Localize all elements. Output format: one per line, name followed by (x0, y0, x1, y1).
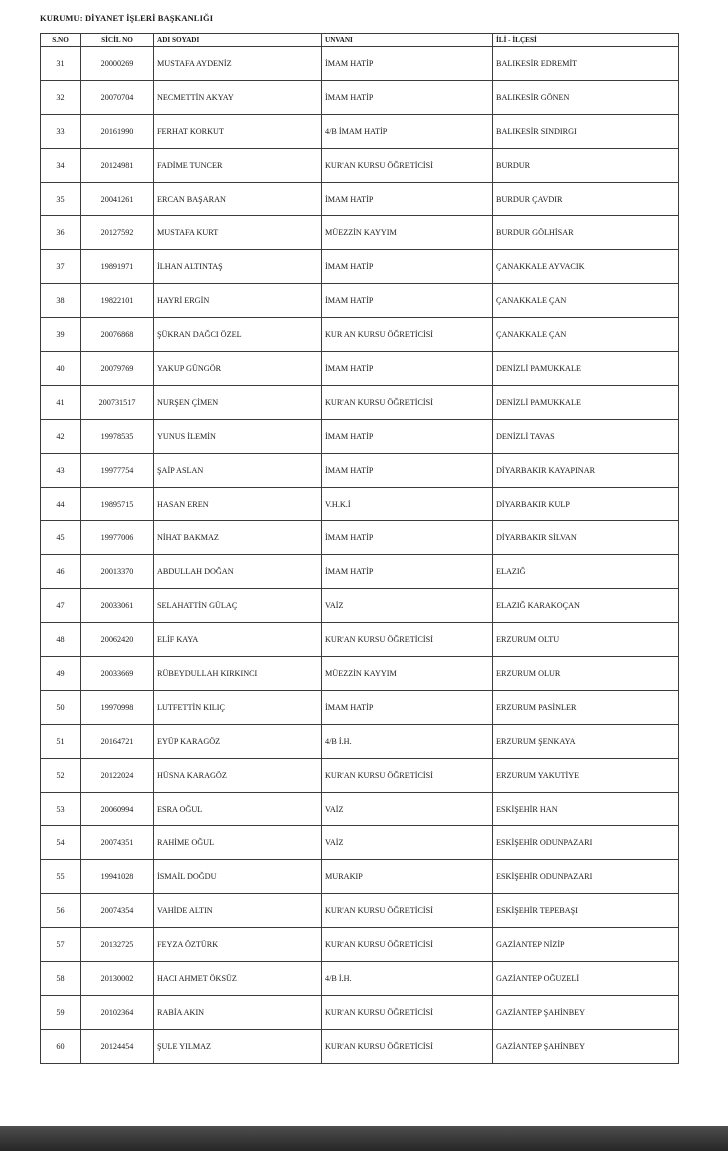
column-header-sicil-no: SİCİL NO (81, 34, 154, 47)
table-row (41, 962, 679, 996)
cell-title: İMAM HATİP (322, 521, 493, 555)
cell-title: İMAM HATİP (322, 555, 493, 589)
cell-sno: 54 (41, 826, 81, 860)
cell-sicil-no: 20124981 (81, 148, 154, 182)
cell-title: VAİZ (322, 589, 493, 623)
cell-sicil-no: 20000269 (81, 47, 154, 81)
cell-title: KUR'AN KURSU ÖĞRETİCİSİ (322, 995, 493, 1029)
table-header-row (41, 34, 679, 47)
table-row (41, 80, 679, 114)
cell-location: ERZURUM PASİNLER (493, 690, 679, 724)
table-row (41, 690, 679, 724)
cell-location: ESKİŞEHİR HAN (493, 792, 679, 826)
table-row (41, 792, 679, 826)
cell-location: BALIKESİR GÖNEN (493, 80, 679, 114)
cell-name: ABDULLAH DOĞAN (154, 555, 322, 589)
viewer-bottom-bar (0, 1126, 728, 1151)
table-row (41, 352, 679, 386)
table-row (41, 250, 679, 284)
table-row (41, 385, 679, 419)
cell-sno: 31 (41, 47, 81, 81)
cell-name: ŞÜKRAN DAĞCI ÖZEL (154, 318, 322, 352)
cell-sno: 36 (41, 216, 81, 250)
table-row (41, 487, 679, 521)
cell-sno: 51 (41, 724, 81, 758)
cell-title: İMAM HATİP (322, 419, 493, 453)
cell-name: FEYZA ÖZTÜRK (154, 928, 322, 962)
cell-title: V.H.K.İ (322, 487, 493, 521)
cell-sno: 34 (41, 148, 81, 182)
cell-name: YUNUS İLEMİN (154, 419, 322, 453)
document-header: KURUMU: DİYANET İŞLERİ BAŞKANLIĞI (40, 13, 214, 23)
cell-sicil-no: 20122024 (81, 758, 154, 792)
cell-name: FERHAT KORKUT (154, 114, 322, 148)
column-header-sno: S.NO (41, 34, 81, 47)
cell-title: VAİZ (322, 792, 493, 826)
cell-name: MUSTAFA KURT (154, 216, 322, 250)
cell-sicil-no: 20062420 (81, 623, 154, 657)
table-row (41, 657, 679, 691)
cell-title: KUR'AN KURSU ÖĞRETİCİSİ (322, 148, 493, 182)
cell-name: FADİME TUNCER (154, 148, 322, 182)
cell-name: RÜBEYDULLAH KIRKINCI (154, 657, 322, 691)
column-header-name: ADI SOYADI (154, 34, 322, 47)
cell-sno: 50 (41, 690, 81, 724)
cell-location: ELAZIĞ (493, 555, 679, 589)
table-row (41, 860, 679, 894)
cell-name: ESRA OĞUL (154, 792, 322, 826)
cell-title: İMAM HATİP (322, 352, 493, 386)
cell-title: KUR'AN KURSU ÖĞRETİCİSİ (322, 758, 493, 792)
cell-sicil-no: 19895715 (81, 487, 154, 521)
table-row (41, 47, 679, 81)
cell-location: DİYARBAKIR SİLVAN (493, 521, 679, 555)
cell-sicil-no: 19822101 (81, 284, 154, 318)
cell-sno: 39 (41, 318, 81, 352)
cell-name: İSMAİL DOĞDU (154, 860, 322, 894)
cell-sicil-no: 19891971 (81, 250, 154, 284)
cell-sicil-no: 20013370 (81, 555, 154, 589)
cell-location: ERZURUM YAKUTİYE (493, 758, 679, 792)
cell-title: İMAM HATİP (322, 47, 493, 81)
table-row (41, 928, 679, 962)
cell-sno: 48 (41, 623, 81, 657)
cell-sno: 60 (41, 1029, 81, 1063)
cell-sno: 42 (41, 419, 81, 453)
cell-title: MÜEZZİN KAYYIM (322, 657, 493, 691)
cell-sicil-no: 20079769 (81, 352, 154, 386)
cell-name: NURŞEN ÇİMEN (154, 385, 322, 419)
cell-sno: 32 (41, 80, 81, 114)
cell-title: 4/B İMAM HATİP (322, 114, 493, 148)
cell-location: GAZİANTEP OĞUZELİ (493, 962, 679, 996)
cell-sicil-no: 20164721 (81, 724, 154, 758)
cell-sno: 58 (41, 962, 81, 996)
cell-name: SELAHATTİN GÜLAÇ (154, 589, 322, 623)
cell-sno: 59 (41, 995, 81, 1029)
cell-title: İMAM HATİP (322, 453, 493, 487)
cell-location: BALIKESİR SINDIRGI (493, 114, 679, 148)
table-row (41, 148, 679, 182)
cell-name: HÜSNA KARAGÖZ (154, 758, 322, 792)
cell-name: HACI AHMET ÖKSÜZ (154, 962, 322, 996)
cell-location: BURDUR (493, 148, 679, 182)
cell-sicil-no: 20074354 (81, 894, 154, 928)
cell-location: GAZİANTEP ŞAHİNBEY (493, 995, 679, 1029)
table-row (41, 521, 679, 555)
cell-sno: 49 (41, 657, 81, 691)
cell-sno: 35 (41, 182, 81, 216)
cell-name: EYÜP KARAGÖZ (154, 724, 322, 758)
cell-title: 4/B İ.H. (322, 962, 493, 996)
cell-location: ERZURUM OLUR (493, 657, 679, 691)
cell-sno: 56 (41, 894, 81, 928)
cell-location: BURDUR GÖLHİSAR (493, 216, 679, 250)
cell-sicil-no: 19977006 (81, 521, 154, 555)
cell-sno: 53 (41, 792, 81, 826)
cell-sno: 41 (41, 385, 81, 419)
table-row (41, 419, 679, 453)
cell-title: MURAKIP (322, 860, 493, 894)
cell-sicil-no: 20076868 (81, 318, 154, 352)
cell-sicil-no: 20033061 (81, 589, 154, 623)
cell-sicil-no: 20127592 (81, 216, 154, 250)
cell-title: İMAM HATİP (322, 80, 493, 114)
cell-sicil-no: 20161990 (81, 114, 154, 148)
table-row (41, 995, 679, 1029)
cell-title: KUR'AN KURSU ÖĞRETİCİSİ (322, 385, 493, 419)
table-row (41, 555, 679, 589)
cell-name: YAKUP GÜNGÖR (154, 352, 322, 386)
cell-name: MUSTAFA AYDENİZ (154, 47, 322, 81)
cell-title: KUR'AN KURSU ÖĞRETİCİSİ (322, 623, 493, 657)
table-row (41, 589, 679, 623)
cell-location: GAZİANTEP NİZİP (493, 928, 679, 962)
table-row (41, 318, 679, 352)
cell-sicil-no: 19941028 (81, 860, 154, 894)
cell-sno: 47 (41, 589, 81, 623)
cell-sno: 43 (41, 453, 81, 487)
cell-title: 4/B İ.H. (322, 724, 493, 758)
cell-sno: 52 (41, 758, 81, 792)
cell-location: BURDUR ÇAVDIR (493, 182, 679, 216)
cell-location: DİYARBAKIR KULP (493, 487, 679, 521)
cell-title: KUR'AN KURSU ÖĞRETİCİSİ (322, 928, 493, 962)
cell-name: ŞAİP ASLAN (154, 453, 322, 487)
cell-title: İMAM HATİP (322, 284, 493, 318)
cell-location: ERZURUM OLTU (493, 623, 679, 657)
cell-sicil-no: 20102364 (81, 995, 154, 1029)
cell-name: ERCAN BAŞARAN (154, 182, 322, 216)
cell-title: İMAM HATİP (322, 250, 493, 284)
personnel-table (40, 33, 679, 1064)
cell-location: BALIKESİR EDREMİT (493, 47, 679, 81)
cell-sicil-no: 19970998 (81, 690, 154, 724)
cell-title: İMAM HATİP (322, 182, 493, 216)
cell-sicil-no: 20033669 (81, 657, 154, 691)
table-row (41, 216, 679, 250)
cell-sicil-no: 20060994 (81, 792, 154, 826)
cell-location: DİYARBAKIR KAYAPINAR (493, 453, 679, 487)
cell-location: ÇANAKKALE AYVACIK (493, 250, 679, 284)
table-row (41, 1029, 679, 1063)
cell-location: ESKİŞEHİR ODUNPAZARI (493, 860, 679, 894)
cell-sno: 38 (41, 284, 81, 318)
cell-sicil-no: 20124454 (81, 1029, 154, 1063)
cell-location: ELAZIĞ KARAKOÇAN (493, 589, 679, 623)
cell-sicil-no: 20041261 (81, 182, 154, 216)
cell-sno: 44 (41, 487, 81, 521)
cell-name: ELİF KAYA (154, 623, 322, 657)
table-row (41, 114, 679, 148)
table-row (41, 826, 679, 860)
cell-name: LUTFETTİN KILIÇ (154, 690, 322, 724)
cell-name: RABİA AKIN (154, 995, 322, 1029)
table-row (41, 724, 679, 758)
cell-name: ŞULE YILMAZ (154, 1029, 322, 1063)
cell-sicil-no: 19977754 (81, 453, 154, 487)
cell-title: KUR AN KURSU ÖĞRETİCİSİ (322, 318, 493, 352)
cell-sno: 37 (41, 250, 81, 284)
cell-name: RAHİME OĞUL (154, 826, 322, 860)
cell-location: ÇANAKKALE ÇAN (493, 284, 679, 318)
cell-title: MÜEZZİN KAYYIM (322, 216, 493, 250)
cell-sno: 45 (41, 521, 81, 555)
cell-title: İMAM HATİP (322, 690, 493, 724)
cell-name: HASAN EREN (154, 487, 322, 521)
cell-name: VAHİDE ALTIN (154, 894, 322, 928)
cell-sicil-no: 200731517 (81, 385, 154, 419)
cell-location: GAZİANTEP ŞAHİNBEY (493, 1029, 679, 1063)
cell-sno: 55 (41, 860, 81, 894)
cell-location: ERZURUM ŞENKAYA (493, 724, 679, 758)
table-row (41, 453, 679, 487)
column-header-title: UNVANI (322, 34, 493, 47)
cell-sicil-no: 19978535 (81, 419, 154, 453)
cell-name: HAYRİ ERGİN (154, 284, 322, 318)
cell-location: DENİZLİ TAVAS (493, 419, 679, 453)
cell-name: NECMETTİN AKYAY (154, 80, 322, 114)
cell-sno: 46 (41, 555, 81, 589)
cell-title: KUR'AN KURSU ÖĞRETİCİSİ (322, 894, 493, 928)
column-header-location: İLİ - İLÇESİ (493, 34, 679, 47)
table-row (41, 758, 679, 792)
cell-sicil-no: 20074351 (81, 826, 154, 860)
cell-location: ÇANAKKALE ÇAN (493, 318, 679, 352)
cell-title: VAİZ (322, 826, 493, 860)
cell-sicil-no: 20130002 (81, 962, 154, 996)
cell-title: KUR'AN KURSU ÖĞRETİCİSİ (322, 1029, 493, 1063)
cell-sno: 33 (41, 114, 81, 148)
table-row (41, 182, 679, 216)
cell-name: NİHAT BAKMAZ (154, 521, 322, 555)
cell-sicil-no: 20132725 (81, 928, 154, 962)
table-body (41, 47, 679, 1064)
cell-location: DENİZLİ PAMUKKALE (493, 385, 679, 419)
table-row (41, 284, 679, 318)
cell-sicil-no: 20070704 (81, 80, 154, 114)
cell-location: ESKİŞEHİR ODUNPAZARI (493, 826, 679, 860)
cell-sno: 40 (41, 352, 81, 386)
cell-sno: 57 (41, 928, 81, 962)
table-row (41, 623, 679, 657)
cell-location: ESKİŞEHİR TEPEBAŞI (493, 894, 679, 928)
cell-name: İLHAN ALTINTAŞ (154, 250, 322, 284)
cell-location: DENİZLİ PAMUKKALE (493, 352, 679, 386)
table-row (41, 894, 679, 928)
